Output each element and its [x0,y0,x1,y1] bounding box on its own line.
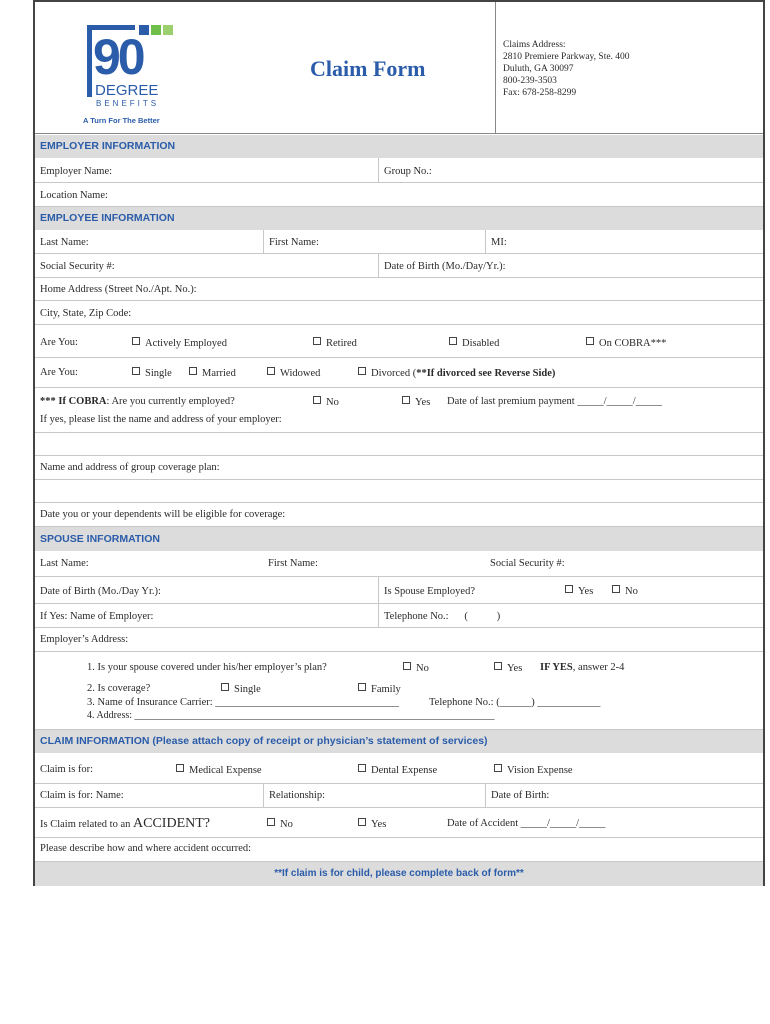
checkbox-icon[interactable] [586,337,594,345]
cobra-no-option[interactable] [313,396,339,408]
disabled-option[interactable] [449,337,499,349]
employer-row [35,158,763,183]
are-you-label-2: Are You: [40,367,78,378]
accident-row [35,808,763,838]
child-claim-note: **If claim is for child, please complete back of form** [35,862,763,886]
checkbox-icon[interactable] [358,764,366,772]
logo-number: 90 [93,29,143,85]
checkbox-icon[interactable] [267,818,275,826]
accident-yes-option[interactable] [358,818,386,830]
if-yes-bold: IF YES [540,662,573,673]
option-label: No [326,397,339,408]
home-address-field[interactable]: Home Address (Street No./Apt. No.): [40,284,197,295]
claim-dob-field[interactable]: Date of Birth: [485,784,763,807]
describe-row [35,838,763,862]
divorced-option[interactable] [358,367,555,379]
spouse-employed-yes[interactable] [565,577,593,606]
spouse-employer-name-field[interactable]: If Yes: Name of Employer: [40,611,154,622]
spouse-telephone-field[interactable]: Telephone No.: ( ) [378,604,763,627]
actively-employed-option[interactable] [132,337,227,349]
spouse-ssn-field[interactable]: Social Security #: [490,558,565,569]
option-label: Widowed [280,368,321,379]
claim-form [33,0,765,886]
spouse-employed-label: Is Spouse Employed? [384,586,475,597]
city-state-zip-field[interactable]: City, State, Zip Code: [40,308,132,319]
checkbox-icon[interactable] [612,585,620,593]
employee-mi-field[interactable]: MI: [485,230,763,253]
home-address-row [35,278,763,301]
company-logo [83,20,193,130]
checkbox-icon[interactable] [494,662,502,670]
widowed-option[interactable] [267,367,320,379]
option-label: No [280,819,293,830]
claim-name-row [35,784,763,808]
page-title: Claim Form [310,56,426,81]
checkbox-icon[interactable] [189,367,197,375]
spouse-last-name-field[interactable]: Last Name: [40,558,89,569]
list-employer-label: If yes, please list the name and address of your employer: [40,414,282,425]
spouse-employer-address-row [35,628,763,652]
q1-if-yes-note [540,662,624,673]
checkbox-icon[interactable] [358,818,366,826]
describe-accident-field[interactable]: Please describe how and where accident occurred: [40,843,252,854]
claims-address [495,2,764,133]
relationship-field[interactable]: Relationship: [263,784,485,807]
q2-family-option[interactable] [358,683,401,695]
retired-option[interactable] [313,337,357,349]
option-label: Dental Expense [371,765,438,776]
spouse-section-heading: SPOUSE INFORMATION [35,527,763,551]
accident-question-text: Is Claim related to an [40,819,134,830]
claim-for-label: Claim is for: [40,764,94,775]
spouse-first-name-field[interactable]: First Name: [268,558,318,569]
spouse-employer-address-field[interactable]: Employer’s Address: [40,634,129,645]
claim-name-field[interactable]: Claim is for: Name: [40,790,124,801]
option-label: Medical Expense [189,765,262,776]
spouse-dob-field[interactable]: Date of Birth (Mo./Day Yr.): [40,586,161,597]
single-option[interactable] [132,367,172,379]
vision-expense-option[interactable] [494,764,573,776]
employment-status-row [35,325,763,358]
claim-for-row [35,753,763,784]
coverage-question-2: 2. Is coverage? [87,683,151,694]
employer-name-field[interactable]: Employer Name: [40,166,113,177]
logo-tagline: A Turn For The Better [83,116,160,125]
form-header [35,2,763,134]
cobra-question [40,396,235,407]
accident-word: ACCIDENT? [133,816,211,831]
divorced-note: **If divorced see Reverse Side) [416,368,556,379]
option-label: Actively Employed [145,338,227,349]
spouse-name-row [35,551,763,577]
if-yes-rest: , answer 2-4 [572,662,625,673]
checkbox-icon[interactable] [221,683,229,691]
checkbox-icon[interactable] [403,662,411,670]
option-label: Divorced ( [371,368,417,379]
spouse-employer-row [35,604,763,628]
option-label: Vision Expense [507,765,573,776]
q2-single-option[interactable] [221,683,261,695]
cobra-question-text: : Are you currently employed? [106,396,235,407]
address-line2: Duluth, GA 30097 [503,64,574,74]
employee-name-row [35,230,763,254]
spouse-employed-cell [378,577,763,603]
cobra-prefix: *** If COBRA [40,396,107,407]
option-label: Retired [326,338,357,349]
spouse-coverage-block [35,652,763,730]
married-option[interactable] [189,367,236,379]
checkbox-icon[interactable] [267,367,275,375]
coverage-question-3[interactable]: 3. Name of Insurance Carrier: ___________________________________ [87,697,400,708]
group-plan-field[interactable]: Name and address of group coverage plan: [40,462,220,473]
carrier-telephone-field[interactable]: Telephone No.: (______) ____________ [429,697,601,708]
employer-section-heading: EMPLOYER INFORMATION [35,135,763,158]
checkbox-icon[interactable] [358,367,366,375]
are-you-label: Are You: [40,337,78,348]
coverage-question-4[interactable]: 4. Address: ________________________________________________________________________ [87,710,495,721]
eligible-row [35,503,763,527]
checkbox-icon[interactable] [358,683,366,691]
accident-no-option[interactable] [267,818,293,830]
option-label: Yes [415,397,431,408]
blank-row-1[interactable] [35,433,763,456]
address-line1: 2810 Premiere Parkway, Ste. 400 [503,52,630,62]
option-label: No [416,663,429,674]
checkbox-icon[interactable] [565,585,573,593]
option-label: Family [371,684,401,695]
checkbox-icon[interactable] [449,337,457,345]
checkbox-icon[interactable] [494,764,502,772]
option-label: Single [234,684,261,695]
group-plan-row [35,456,763,480]
option-label: No [625,586,638,597]
checkbox-icon[interactable] [176,764,184,772]
option-label: Disabled [462,338,500,349]
location-row [35,183,763,207]
spouse-employed-no[interactable] [612,577,638,606]
employee-first-name-field[interactable]: First Name: [263,230,485,253]
location-name-field[interactable]: Location Name: [40,190,108,201]
address-label: Claims Address: [503,40,566,50]
marital-status-row [35,358,763,388]
medical-expense-option[interactable] [176,764,262,776]
option-label: Single [145,368,172,379]
logo-sub: BENEFITS [96,99,160,108]
dental-expense-option[interactable] [358,764,437,776]
checkbox-icon[interactable] [313,396,321,404]
coverage-question-1: 1. Is your spouse covered under his/her employer’s plan? [87,662,327,673]
checkbox-icon[interactable] [313,337,321,345]
claim-section-heading: CLAIM INFORMATION (Please attach copy of receipt or physician’s statement of services) [35,730,763,753]
employee-section-heading: EMPLOYEE INFORMATION [35,207,763,230]
option-label: On COBRA*** [599,338,667,349]
spouse-dob-row [35,577,763,604]
group-no-field[interactable]: Group No.: [378,158,763,182]
logo-word: DEGREE [95,82,159,99]
on-cobra-option[interactable] [586,337,666,349]
employee-ssn-row [35,254,763,278]
option-label: Married [202,368,236,379]
q1-yes-option[interactable] [494,662,522,674]
employee-last-name-field[interactable]: Last Name: [40,237,89,248]
checkbox-icon[interactable] [132,367,140,375]
eligible-date-field[interactable]: Date you or your dependents will be eligible for coverage: [40,509,286,520]
option-label: Yes [578,586,594,597]
address-fax: Fax: 678-258-8299 [503,88,577,98]
option-label: Yes [507,663,523,674]
cobra-yes-option[interactable] [402,396,430,408]
premium-date-field[interactable]: Date of last premium payment _____/_____/_____ [447,396,662,407]
city-row [35,301,763,325]
checkbox-icon[interactable] [132,337,140,345]
address-phone: 800-239-3503 [503,76,557,86]
accident-question [40,816,210,832]
accident-date-field[interactable]: Date of Accident _____/_____/_____ [447,818,606,829]
cobra-row [35,388,763,433]
checkbox-icon[interactable] [402,396,410,404]
employee-dob-field[interactable]: Date of Birth (Mo./Day/Yr.): [378,254,763,277]
q1-no-option[interactable] [403,662,429,674]
employee-ssn-field[interactable]: Social Security #: [40,261,115,272]
option-label: Yes [371,819,387,830]
blank-row-2[interactable] [35,480,763,503]
